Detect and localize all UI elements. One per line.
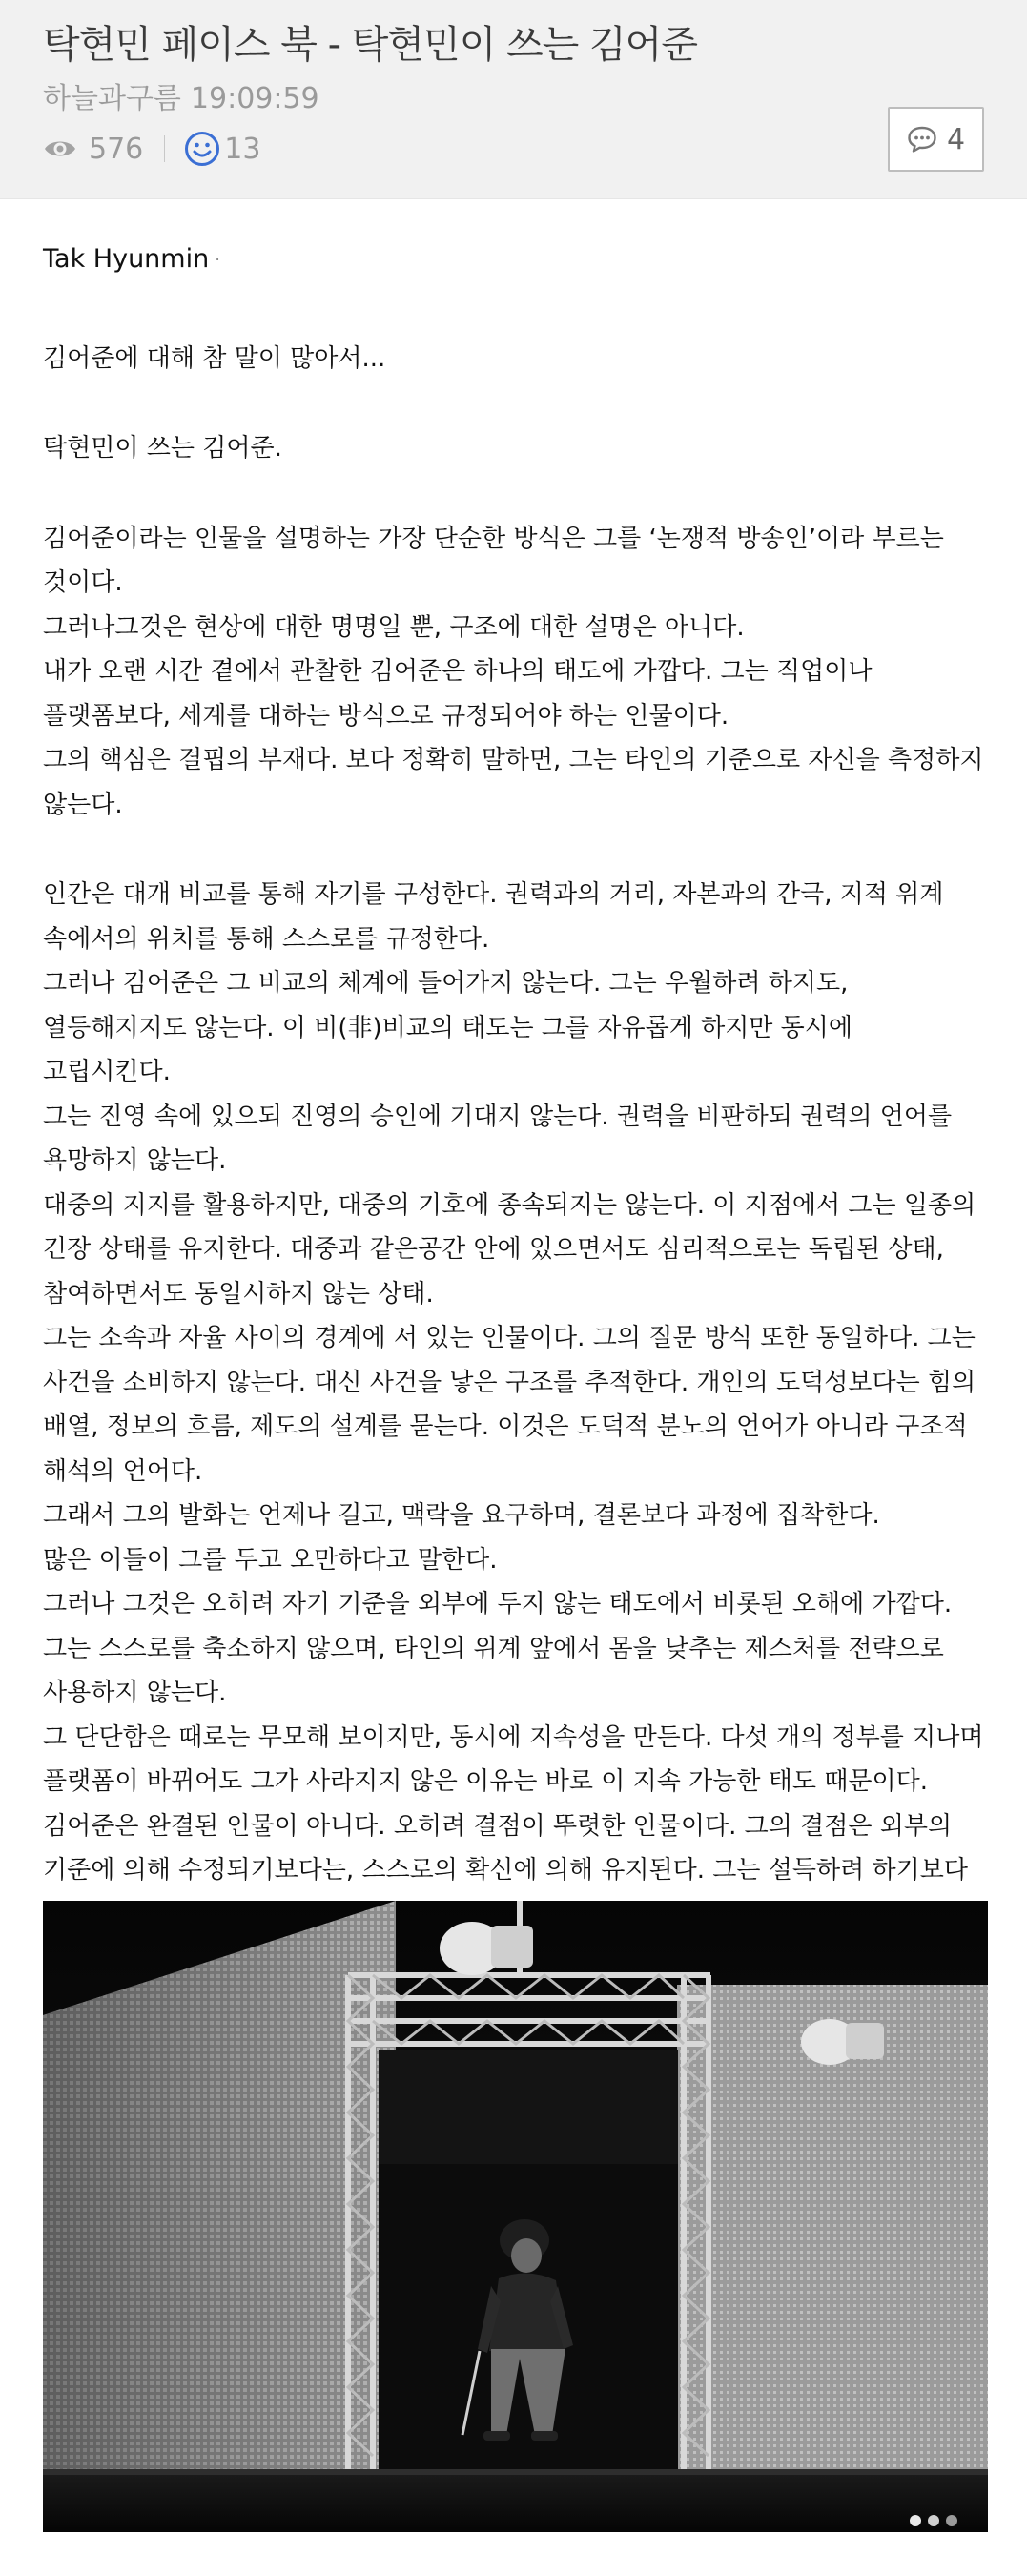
spacer: [43, 471, 987, 517]
paragraph-1: 김어준이라는 인물을 설명하는 가장 단순한 방식은 그를 ‘논쟁적 방송인’이라 부르는 것이다. 그러나그것은 현상에 대한 명명일 뿐, 구조에 대한 설명은 아니다. 내가 오랜 시간 곁에서 관찰한 김어준은 하나의 태도에 가깝다. 그는 직업이나 플랫폼보다, 세계를 대하는 방식으로 규정되어야 하는 인물이다. 그의 핵심은 결핍의 부재다. 보다 정확히 말하면, 그는 타인의 기준으로 자신을 측정하지 않는다.: [43, 524, 984, 819]
spacer: [43, 827, 987, 873]
post-photo[interactable]: [43, 1901, 988, 2532]
spacer: [43, 381, 987, 426]
post-meta: [43, 80, 319, 118]
view-count: 576: [89, 132, 144, 166]
stage-photo-illustration: [43, 1901, 988, 2532]
like-count: 13: [224, 132, 261, 166]
post-stats: [43, 128, 260, 170]
original-author-name: Tak Hyunmin: [43, 244, 210, 274]
stats-divider: [164, 135, 165, 162]
post-header: [0, 0, 1027, 199]
eye-icon: [43, 136, 77, 161]
author-nickname[interactable]: 하늘과구름: [43, 82, 181, 115]
intro-line: 김어준에 대해 참 말이 많아서...: [43, 343, 386, 373]
paragraph-2: 인간은 대개 비교를 통해 자기를 구성한다. 권력과의 거리, 자본과의 간극, 지적 위계 속에서의 위치를 통해 스스로를 규정한다. 그러나 김어준은 그 비교의 체계에 들어가지 않는다. 그는 우월하려 하지도, 열등해지지도 않는다. 이 비(非)비교의 태도는 그를 자유롭게 하지만 동시에 고립시킨다. 그는 진영 속에 있으되 진영의 승인에 기대지 않는다. 권력을 비판하되 권력의 언어를 욕망하지 않는다. 대중의 지지를 활용하지만, 대중의 기호에 종속되지는 않는다. 이 지점에서 그는 일종의 긴장 상태를 유지한다. 대중과 같은공간 안에 있으면서도 심리적으로는 독립된 상태, 참여하면서도 동일시하지 않는 상태. 그는 소속과 자율 사이의 경계에 서 있는 인물이다. 그의 질문 방식 또한 동일하다. 그는 사건을 소비하지 않는다. 대신 사건을 낳은 구조를 추적한다. 개인의 도덕성보다는 힘의 배열, 정보의 흐름, 제도의 설계를 묻는다. 이것은 도덕적 분노의 언어가 아니라 구조적 해석의 언어다. 그래서 그의 발화는 언제나 길고, 맥락을 요구하며, 결론보다 과정에 집착한다. 많은 이들이 그를 두고 오만하다고 말한다. 그러나 그것은 오히려 자기 기준을 외부에 두지 않는 태도에서 비롯된 오해에 가깝다. 그는 스스로를 축소하지 않으며, 타인의 위계 앞에서 몸을 낮추는 제스처를 전략으로 사용하지 않는다. 그 단단함은 때로는 무모해 보이지만, 동시에 지속성을 만든다. 다섯 개의 정부를 지나며 플랫폼이 바뀌어도 그가 사라지지 않은 이유는 바로 이 지속 가능한 태도 때문이다. 김어준은 완결된 인물이 아니다. 오히려 결점이 뚜렷한 인물이다. 그의 결점은 외부의 기준에 의해 수정되기보다는, 스스로의 확신에 의해 유지된다. 그는 설득하려 하기보다: [43, 880, 984, 1885]
smile-icon[interactable]: [184, 131, 220, 167]
subtitle-line: 탁현민이 쓰는 김어준.: [43, 434, 282, 463]
author-dot: ·: [215, 249, 220, 270]
post-title: 탁현민 페이스 북 - 탁현민이 쓰는 김어준: [43, 23, 697, 67]
comment-button[interactable]: [888, 107, 984, 172]
original-author: [43, 240, 987, 279]
post-time: 19:09:59: [190, 82, 319, 115]
post-content: [43, 240, 987, 1982]
speech-bubble-icon: [907, 125, 937, 154]
comment-count: 4: [946, 122, 966, 156]
